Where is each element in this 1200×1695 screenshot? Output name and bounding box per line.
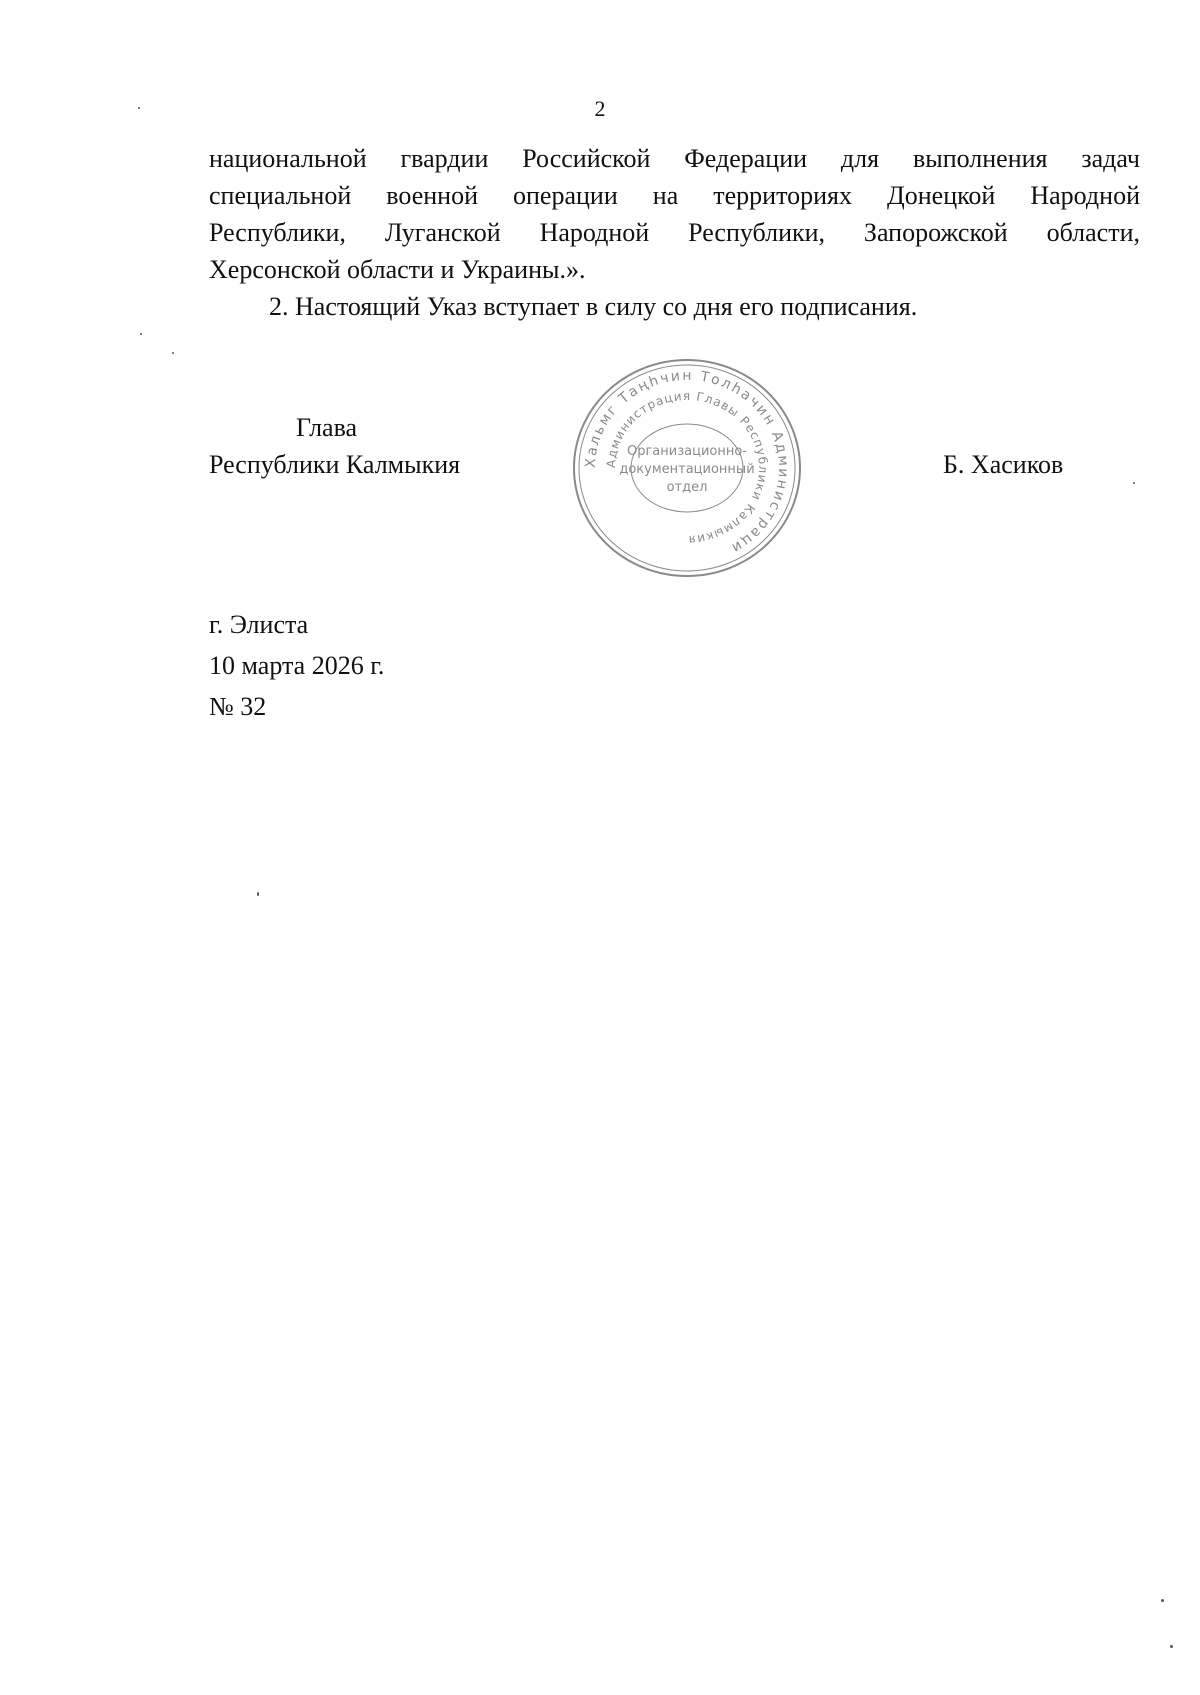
official-stamp [567,356,807,581]
text-line: Херсонской области и Украины.». [209,255,586,284]
stamp-center-line1: Организационно- [626,444,748,459]
scan-speck [140,333,142,335]
stamp-inner-text: Администрация Главы Республики Калмыкия [603,388,771,548]
stamp-center-line3: отдел [666,480,708,495]
stamp-center-line2: документационный [619,462,755,477]
scan-speck [1170,1645,1173,1648]
scan-speck [1133,482,1135,484]
stamp-outer-text: Хальмг Таңһчин Толһачин Администраци [582,367,792,557]
signatory-title-line2: Республики Калмыкия [209,450,461,479]
text-line: Республики, Луганской Народной Республики, Запорожской области, [209,218,1140,247]
signatory-title [209,409,460,483]
decree-details [209,606,384,729]
decree-body [209,140,1140,325]
scan-speck [1161,1599,1164,1602]
decree-number: № 32 [209,692,267,721]
page-number: 2 [594,96,606,121]
signatory-name: Б. Хасиков [943,450,1064,479]
text-line: национальной гвардии Российской Федерации для выполнения задач [209,144,1140,173]
text-line: специальной военной операции на территориях Донецкой Народной [209,181,1140,210]
place-of-signing: г. Элиста [209,610,309,639]
signatory-title-line1: Глава [296,413,358,442]
paragraph-entry-into-force: 2. Настоящий Указ вступает в силу со дня его подписания. [269,292,918,321]
scan-speck [138,107,140,109]
scan-speck [257,892,259,896]
paragraph-continuation [209,140,1140,288]
signing-date: 10 марта 2026 г. [209,651,385,680]
scan-speck [172,352,174,354]
